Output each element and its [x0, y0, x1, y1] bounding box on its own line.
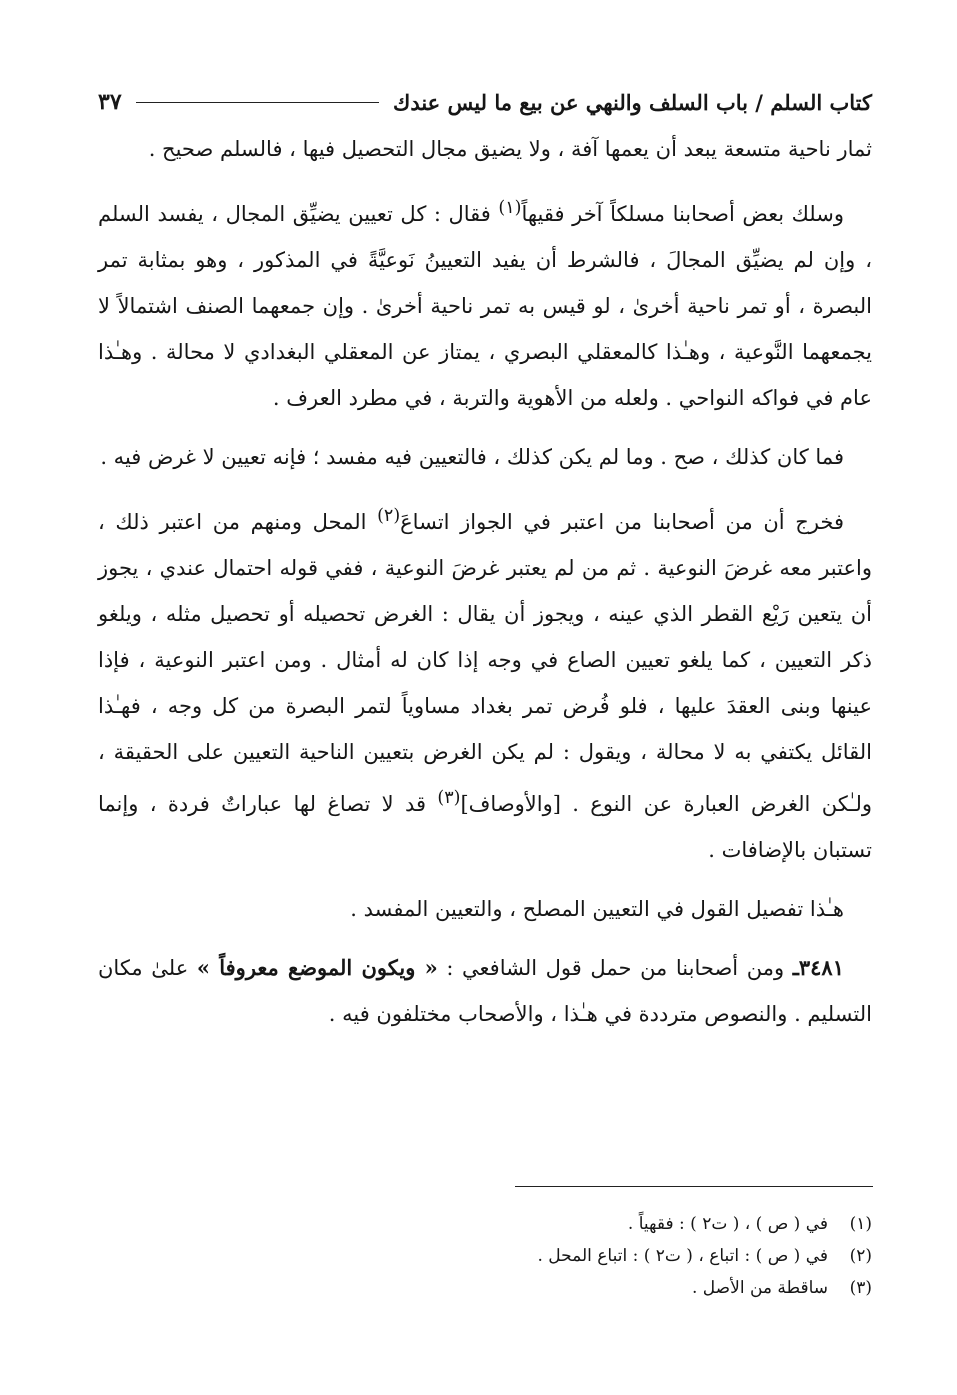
- section-number: ٣٤٨١ـ: [792, 955, 844, 980]
- running-header: [98, 84, 872, 120]
- footnote-number: (٣): [849, 1278, 872, 1298]
- chapter-title: كتاب السلم / باب السلف والنهي عن بيع ما ليس عندك: [393, 89, 872, 115]
- paragraph: هـٰذا تفصيل القول في التعيين المصلح ، والتعيين المفسد .: [350, 897, 844, 921]
- footnote: [98, 1208, 872, 1240]
- footnote-marker: (٣): [437, 788, 461, 808]
- footnote-number: (٢): [849, 1246, 872, 1266]
- footnote-number: (١): [849, 1214, 872, 1234]
- page-number: ٣٧: [98, 89, 122, 115]
- header-rule: [136, 102, 379, 103]
- paragraph: فما كان كذلك ، صح . وما لم يكن كذلك ، فالتعيين فيه مفسد ؛ فإنه تعيين لا غرض فيه .: [100, 445, 844, 469]
- footnote-text: ساقطة من الأصل .: [692, 1278, 828, 1298]
- footnote-text: في ( ص ) : اتباع ، ( ت٢ ) : اتباع المحل .: [537, 1246, 828, 1266]
- footnote-separator: [515, 1186, 873, 1187]
- quoted-text: « ويكون الموضع معروفاً »: [196, 955, 438, 980]
- footnote-marker: (٢): [377, 506, 401, 526]
- paragraph-text: قد لا تصاغ لها عباراتٌ فردة ، وإنما تستبان بالإضافات .: [98, 792, 872, 862]
- footnotes: [98, 1208, 872, 1304]
- paragraph: [98, 945, 872, 1037]
- main-text: [98, 126, 872, 1037]
- footnote-text: في ( ص ) ، ( ت٢ ) : فقهياً .: [627, 1214, 828, 1234]
- paragraph-text: وسلك بعض أصحابنا مسلكاً آخر فقيهاً: [521, 202, 844, 226]
- paragraph-text: ومن أصحابنا من حمل قول الشافعي :: [437, 956, 793, 980]
- paragraph: [98, 185, 872, 421]
- paragraph-text: فقال : كل تعيين يضيِّق المجال ، يفسد السلم ، وإن لم يضيِّق المجالَ ، فالشرط أن يفيد التعيينُ نَوعيَّةً في المذكور ، وهو بمثابة تمر البصرة ، أو تمر ناحية أخرىٰ ، لو قيس به تمر ناحية أخرىٰ . وإن جمعهما الصنف اشتمالاً لا يجمعهما النَّوعية ، وهـٰذا كالمعقلي البصري ، يمتاز عن المعقلي البغدادي لا محالة . وهـٰذا عام في فواكه النواحي . ولعله من الأهوية والتربة ، في مطرد العرف .: [98, 202, 872, 410]
- footnote: [98, 1240, 872, 1272]
- paragraph-text: علىٰ مكان التسليم . والنصوص مترددة في هـٰذا ، والأصحاب مختلفون فيه .: [98, 956, 872, 1026]
- paragraph: [98, 493, 872, 873]
- paragraph: ثمار ناحية متسعة يبعد أن يعمها آفة ، ولا يضيق مجال التحصيل فيها ، فالسلم صحيح .: [148, 137, 872, 161]
- footnote-marker: (١): [498, 198, 522, 218]
- footnote: [98, 1272, 872, 1304]
- paragraph-text: المحل ومنهم من اعتبر ذلك ، واعتبر معه غرضَ النوعية . ثم من لم يعتبر غرضَ النوعية ، ففي قوله احتمال عندي ، يجوز أن يتعين رَيْع القطر الذي عينه ، ويجوز أن يقال : الغرض تحصيله أو تحصيل مثله ، ويلغو ذكر التعيين ، كما يلغو تعيين الصاع في وجه إذا كان له أمثال . ومن اعتبر النوعية ، فإذا عينها وبنى العقدَ عليها ، فلو فُرض تمر بغداد مساوياً لتمر البصرة من كل وجه ، فهـٰذا القائل يكتفي به لا محالة ، ويقول : لم يكن الغرض بتعيين الناحية التعيين على الحقيقة ، ولـٰكن الغرض العبارة عن النوع . [والأوصاف]: [98, 510, 872, 816]
- paragraph-text: فخرج أن من أصحابنا من اعتبر في الجواز اتساعَ: [400, 510, 844, 534]
